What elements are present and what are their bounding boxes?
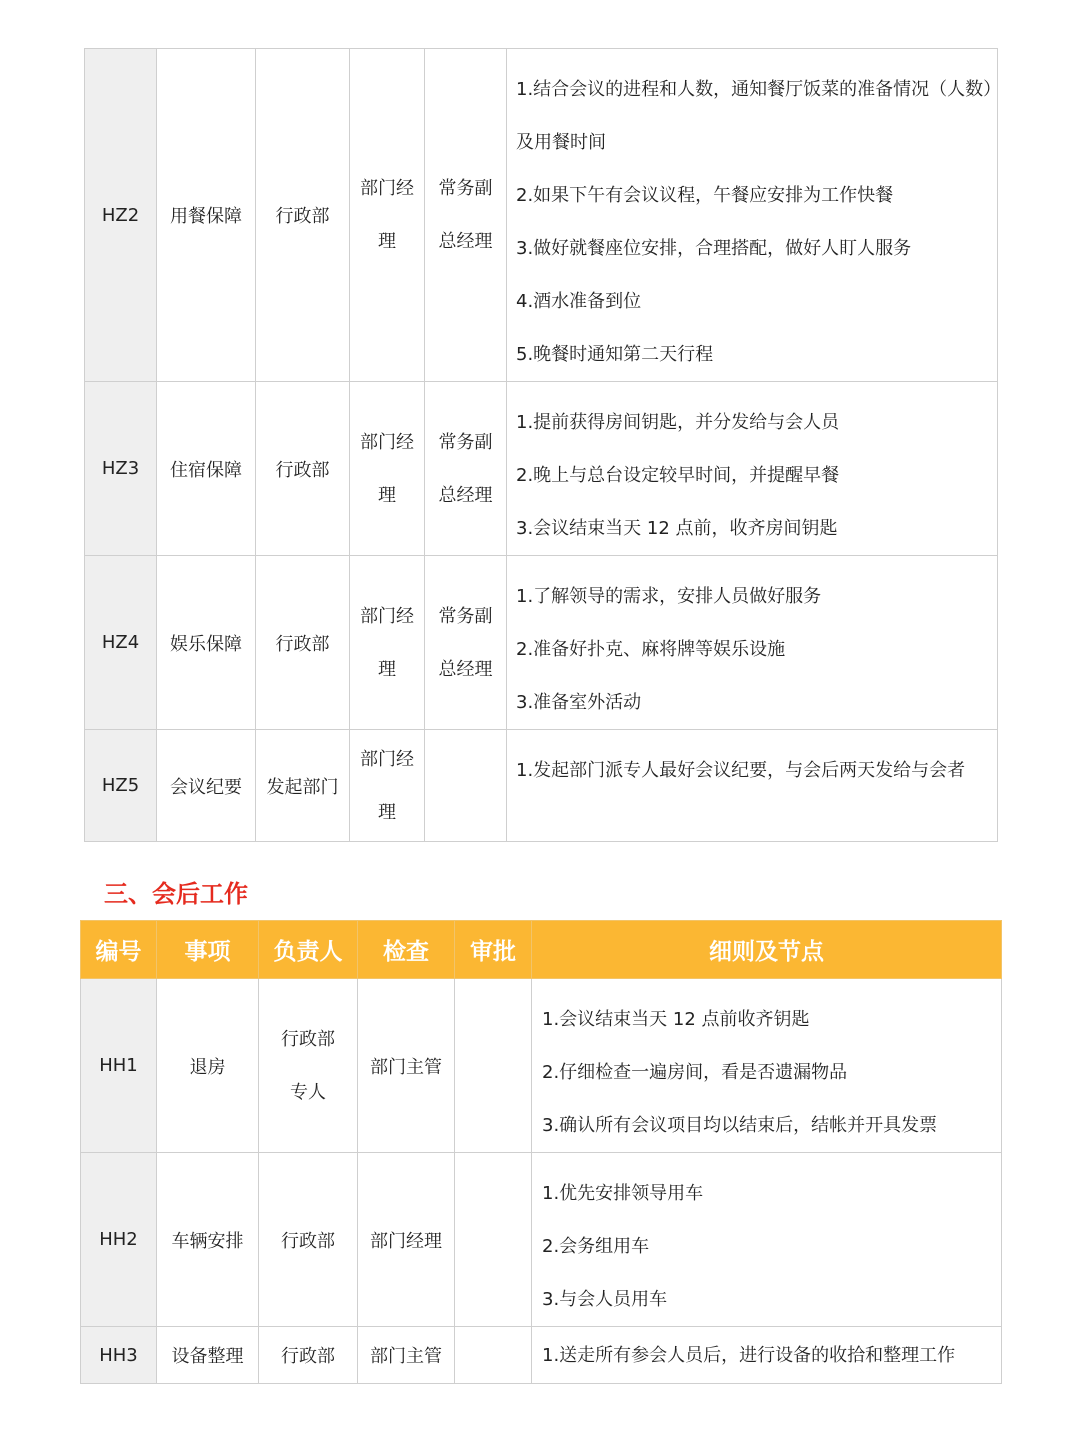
table-row <box>85 556 998 730</box>
row-approve <box>425 49 507 382</box>
row-details <box>507 49 1002 382</box>
row-approve <box>425 556 507 730</box>
detail-line: 2.仔细检查一遍房间，看是否遗漏物品 <box>542 1062 848 1083</box>
meeting-support-table <box>84 48 1002 842</box>
row-details <box>507 556 998 730</box>
row-approve <box>455 1153 532 1327</box>
detail-line: 1.提前获得房间钥匙，并分发给与会人员 <box>516 412 840 433</box>
check-line: 理 <box>378 231 396 252</box>
table-row <box>85 730 998 842</box>
row-owner: 行政部 <box>256 49 350 382</box>
header-check: 检查 <box>358 921 455 979</box>
approve-line: 常务副 <box>438 178 493 199</box>
detail-line: 2.晚上与总台设定较早时间，并提醒早餐 <box>516 465 840 486</box>
header-item: 事项 <box>157 921 259 979</box>
row-details <box>532 1327 1002 1384</box>
row-check: 部门主管 <box>358 1327 455 1384</box>
check-line: 部门经 <box>360 748 414 770</box>
approve-line: 常务副 <box>438 605 493 627</box>
row-id: HZ5 <box>85 730 157 842</box>
row-item: 退房 <box>157 979 259 1153</box>
row-owner <box>259 979 358 1153</box>
row-check <box>350 49 425 382</box>
detail-line: 3.与会人员用车 <box>542 1289 668 1310</box>
detail-line: 1.发起部门派专人最好会议纪要，与会后两天发给与会者 <box>516 760 966 781</box>
detail-line: 2.如果下午有会议议程，午餐应安排为工作快餐 <box>516 185 894 206</box>
detail-line: 3.会议结束当天 12 点前，收齐房间钥匙 <box>516 518 838 539</box>
row-item: 用餐保障 <box>157 49 256 382</box>
row-item: 设备整理 <box>157 1327 259 1384</box>
detail-line: 3.确认所有会议项目均以结束后，结帐并开具发票 <box>542 1115 938 1136</box>
row-check: 部门经理 <box>358 1153 455 1327</box>
row-owner: 行政部 <box>256 556 350 730</box>
header-owner: 负责人 <box>259 921 358 979</box>
row-owner: 行政部 <box>256 382 350 556</box>
row-check <box>350 730 425 842</box>
detail-line: 1.送走所有参会人员后，进行设备的收拾和整理工作 <box>542 1344 956 1366</box>
approve-line: 总经理 <box>438 658 493 680</box>
row-id: HZ3 <box>85 382 157 556</box>
owner-line: 行政部 <box>281 1028 335 1050</box>
approve-line: 总经理 <box>438 484 493 506</box>
check-line: 部门经 <box>360 178 414 199</box>
row-approve <box>455 1327 532 1384</box>
row-check <box>350 382 425 556</box>
check-line: 理 <box>378 484 396 506</box>
row-id: HZ4 <box>85 556 157 730</box>
row-item: 会议纪要 <box>157 730 256 842</box>
table-row <box>81 1153 1002 1327</box>
header-id: 编号 <box>81 921 157 979</box>
row-id: HH3 <box>81 1327 157 1384</box>
header-approve: 审批 <box>455 921 532 979</box>
detail-line: 2.准备好扑克、麻将牌等娱乐设施 <box>516 639 786 660</box>
check-line: 理 <box>378 801 396 823</box>
row-owner: 发起部门 <box>256 730 350 842</box>
row-details <box>532 1153 1002 1327</box>
row-details <box>507 730 998 842</box>
row-check <box>350 556 425 730</box>
row-id: HH2 <box>81 1153 157 1327</box>
table-row <box>81 979 1002 1153</box>
post-meeting-table <box>80 920 1002 1384</box>
detail-line: 1.会议结束当天 12 点前收齐钥匙 <box>542 1009 810 1030</box>
approve-line: 总经理 <box>438 231 493 252</box>
table-row <box>81 1327 1002 1384</box>
detail-line: 2.会务组用车 <box>542 1236 650 1257</box>
detail-line: 5.晚餐时通知第二天行程 <box>516 344 714 365</box>
row-details <box>532 979 1002 1153</box>
detail-line: 1.优先安排领导用车 <box>542 1183 704 1204</box>
row-item: 住宿保障 <box>157 382 256 556</box>
table-row <box>85 382 998 556</box>
detail-line: 3.做好就餐座位安排，合理搭配，做好人盯人服务 <box>516 238 912 259</box>
section-title: 三、会后工作 <box>104 880 248 908</box>
detail-line: 3.准备室外活动 <box>516 692 642 713</box>
row-id: HH1 <box>81 979 157 1153</box>
row-details <box>507 382 998 556</box>
owner-line: 专人 <box>290 1081 326 1103</box>
row-owner: 行政部 <box>259 1153 358 1327</box>
approve-line: 常务副 <box>438 431 493 453</box>
row-approve <box>455 979 532 1153</box>
row-check: 部门主管 <box>358 979 455 1153</box>
row-approve <box>425 382 507 556</box>
row-approve <box>425 730 507 842</box>
detail-line: 1.了解领导的需求，安排人员做好服务 <box>516 586 822 607</box>
detail-line: 及用餐时间 <box>516 132 606 153</box>
row-item: 车辆安排 <box>157 1153 259 1327</box>
row-item: 娱乐保障 <box>157 556 256 730</box>
detail-line: 4.酒水准备到位 <box>516 291 642 312</box>
check-line: 部门经 <box>360 605 414 627</box>
check-line: 理 <box>378 658 396 680</box>
row-id: HZ2 <box>85 49 157 382</box>
table-header-row <box>81 921 1002 979</box>
check-line: 部门经 <box>360 431 414 453</box>
header-details: 细则及节点 <box>532 921 1002 979</box>
table-row <box>85 49 998 382</box>
row-owner: 行政部 <box>259 1327 358 1384</box>
detail-line: 1.结合会议的进程和人数，通知餐厅饭菜的准备情况（人数） <box>516 79 1002 100</box>
